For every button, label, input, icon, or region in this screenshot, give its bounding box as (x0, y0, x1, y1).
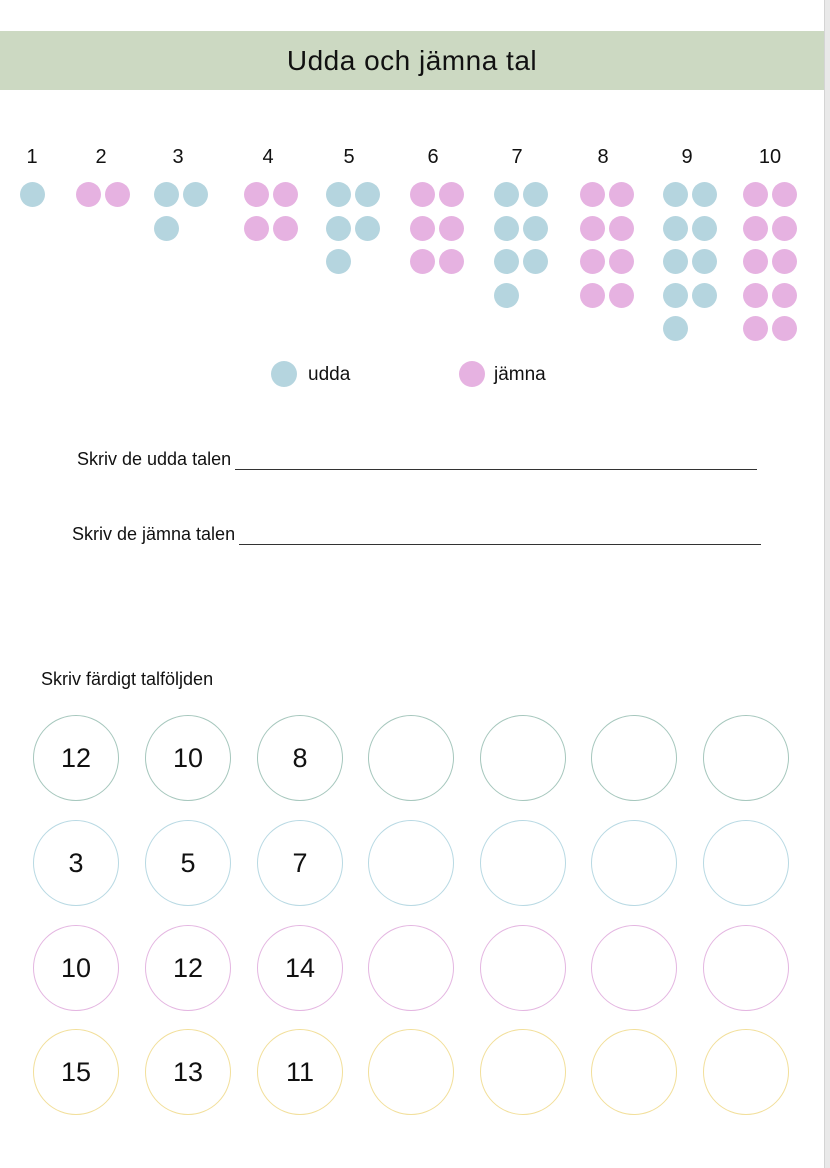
counting-dot (439, 216, 464, 241)
counting-dot (326, 182, 351, 207)
counting-dot (772, 216, 797, 241)
page-title: Udda och jämna tal (286, 44, 538, 76)
odd-prompt-label: Skriv de udda talen (77, 449, 232, 469)
counting-dot (743, 182, 768, 207)
counting-dot (692, 216, 717, 241)
odd-legend-label: udda (308, 364, 351, 385)
number-label-7: 7 (511, 146, 523, 168)
counting-dot (609, 182, 634, 207)
counting-dot (355, 182, 380, 207)
sequence-circle: 11 (257, 1029, 343, 1115)
sequence-answer-circle[interactable] (368, 820, 454, 906)
sequence-answer-circle[interactable] (591, 820, 677, 906)
counting-dot (663, 316, 688, 341)
counting-dot (772, 182, 797, 207)
counting-dot (273, 216, 298, 241)
even-prompt-label: Skriv de jämna talen (72, 524, 236, 544)
counting-dot (244, 182, 269, 207)
counting-dot (743, 216, 768, 241)
odd-numbers-prompt (77, 449, 757, 470)
number-label-6: 6 (427, 146, 439, 168)
sequence-answer-circle[interactable] (703, 715, 789, 801)
sequence-circle: 14 (257, 925, 343, 1011)
counting-dot (494, 283, 519, 308)
sequence-section-title: Skriv färdigt talföljden (41, 669, 214, 689)
counting-dot (326, 216, 351, 241)
counting-dot (494, 216, 519, 241)
number-label-1: 1 (26, 146, 38, 168)
counting-dot (743, 283, 768, 308)
counting-dot (244, 216, 269, 241)
counting-dot (692, 283, 717, 308)
number-label-9: 9 (681, 146, 693, 168)
counting-dot (439, 249, 464, 274)
counting-dot (183, 182, 208, 207)
counting-dot (154, 182, 179, 207)
counting-dot (580, 283, 605, 308)
sequence-answer-circle[interactable] (368, 1029, 454, 1115)
counting-dot (743, 316, 768, 341)
counting-dot (772, 316, 797, 341)
counting-dot (523, 182, 548, 207)
sequence-circle: 13 (145, 1029, 231, 1115)
counting-dot (523, 249, 548, 274)
sequence-circle: 8 (257, 715, 343, 801)
sequence-answer-circle[interactable] (480, 1029, 566, 1115)
counting-dot (580, 182, 605, 207)
sequence-answer-circle[interactable] (591, 715, 677, 801)
sequence-circle: 10 (33, 925, 119, 1011)
number-label-3: 3 (172, 146, 184, 168)
sequence-answer-circle[interactable] (480, 715, 566, 801)
sequence-answer-circle[interactable] (591, 1029, 677, 1115)
counting-dot (523, 216, 548, 241)
counting-dot (105, 182, 130, 207)
sequence-circle: 5 (145, 820, 231, 906)
counting-dot (772, 249, 797, 274)
counting-dot (273, 182, 298, 207)
sequence-answer-circle[interactable] (591, 925, 677, 1011)
counting-dot (410, 216, 435, 241)
odd-legend-dot (271, 361, 297, 387)
odd-answer-line[interactable] (235, 455, 757, 470)
counting-dot (663, 216, 688, 241)
counting-dot (663, 182, 688, 207)
counting-dot (609, 283, 634, 308)
sequence-circle: 12 (145, 925, 231, 1011)
counting-dot (326, 249, 351, 274)
even-legend-dot (459, 361, 485, 387)
counting-dot (410, 249, 435, 274)
even-legend-label: jämna (494, 364, 546, 385)
sequence-answer-circle[interactable] (480, 925, 566, 1011)
number-label-5: 5 (343, 146, 355, 168)
counting-dot (410, 182, 435, 207)
sequence-circle: 12 (33, 715, 119, 801)
counting-dot (609, 249, 634, 274)
counting-dot (772, 283, 797, 308)
counting-dot (76, 182, 101, 207)
sequence-answer-circle[interactable] (368, 925, 454, 1011)
number-label-4: 4 (262, 146, 274, 168)
sequence-circle: 7 (257, 820, 343, 906)
counting-dot (663, 249, 688, 274)
even-numbers-prompt (72, 524, 761, 545)
sequence-circle: 15 (33, 1029, 119, 1115)
sequence-answer-circle[interactable] (703, 820, 789, 906)
sequence-answer-circle[interactable] (368, 715, 454, 801)
sequence-answer-circle[interactable] (703, 925, 789, 1011)
counting-dot (609, 216, 634, 241)
counting-dot (692, 249, 717, 274)
counting-dot (355, 216, 380, 241)
sequence-circle: 10 (145, 715, 231, 801)
sequence-circle: 3 (33, 820, 119, 906)
counting-dot (580, 216, 605, 241)
number-label-8: 8 (597, 146, 609, 168)
sequence-answer-circle[interactable] (703, 1029, 789, 1115)
title-bar (0, 31, 824, 90)
sequence-answer-circle[interactable] (480, 820, 566, 906)
number-label-10: 10 (758, 146, 782, 168)
even-answer-line[interactable] (239, 530, 761, 545)
counting-dot (663, 283, 688, 308)
counting-dot (20, 182, 45, 207)
counting-dot (743, 249, 768, 274)
counting-dot (494, 182, 519, 207)
counting-dot (439, 182, 464, 207)
number-label-2: 2 (95, 146, 107, 168)
counting-dot (580, 249, 605, 274)
counting-dot (692, 182, 717, 207)
counting-dot (154, 216, 179, 241)
counting-dot (494, 249, 519, 274)
